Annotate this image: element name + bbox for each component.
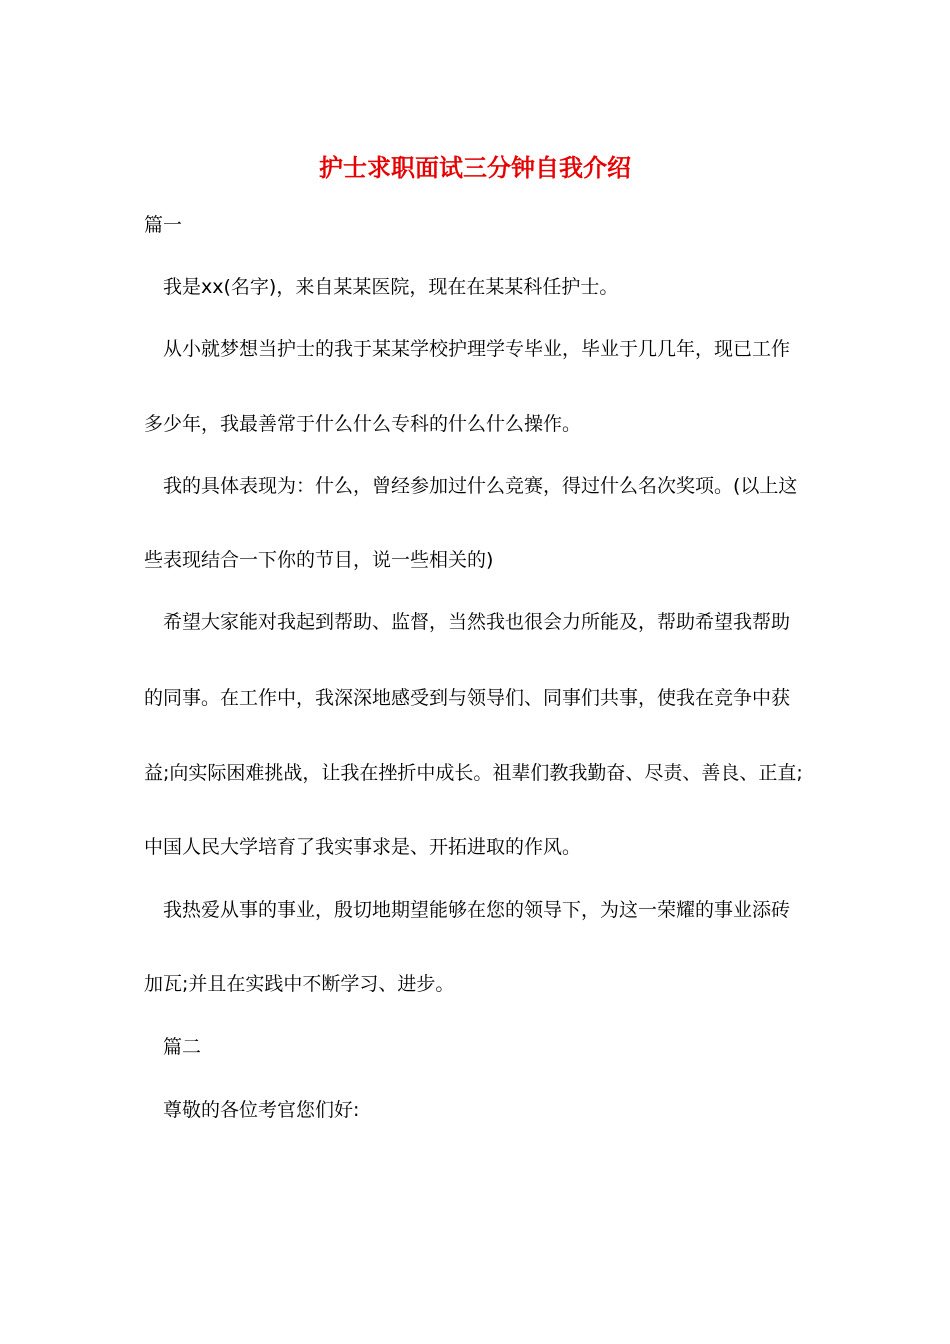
- paragraph-line: 中国人民大学培育了我实事求是、开拓进取的作风。: [144, 836, 582, 858]
- section-heading-1: 篇一: [144, 214, 183, 236]
- paragraph-line: 从小就梦想当护士的我于某某学校护理学专毕业，毕业于几几年，现已工作: [163, 338, 791, 360]
- paragraph-line: 我热爱从事的事业，殷切地期望能够在您的领导下，为这一荣耀的事业添砖: [163, 899, 791, 921]
- paragraph-line: 些表现结合一下你的节目，说一些相关的): [144, 549, 494, 571]
- paragraph-line: 益;向实际困难挑战，让我在挫折中成长。祖辈们教我勤奋、尽责、善良、正直;: [144, 762, 803, 784]
- paragraph-line: 的同事。在工作中，我深深地感受到与领导们、同事们共事，使我在竞争中获: [144, 687, 791, 709]
- document-title: 护士求职面试三分钟自我介绍: [319, 153, 631, 182]
- paragraph-line: 多少年，我最善常于什么什么专科的什么什么操作。: [144, 413, 582, 435]
- paragraph-line: 希望大家能对我起到帮助、监督，当然我也很会力所能及，帮助希望我帮助: [163, 611, 791, 633]
- paragraph-line: 我是xx(名字)，来自某某医院，现在在某某科任护士。: [163, 276, 619, 298]
- paragraph-line: 尊敬的各位考官您们好:: [163, 1099, 360, 1121]
- paragraph-line: 我的具体表现为：什么，曾经参加过什么竞赛，得过什么名次奖项。(以上这: [163, 475, 798, 497]
- paragraph-line: 加瓦;并且在实践中不断学习、进步。: [144, 973, 455, 995]
- section-heading-2: 篇二: [163, 1036, 202, 1058]
